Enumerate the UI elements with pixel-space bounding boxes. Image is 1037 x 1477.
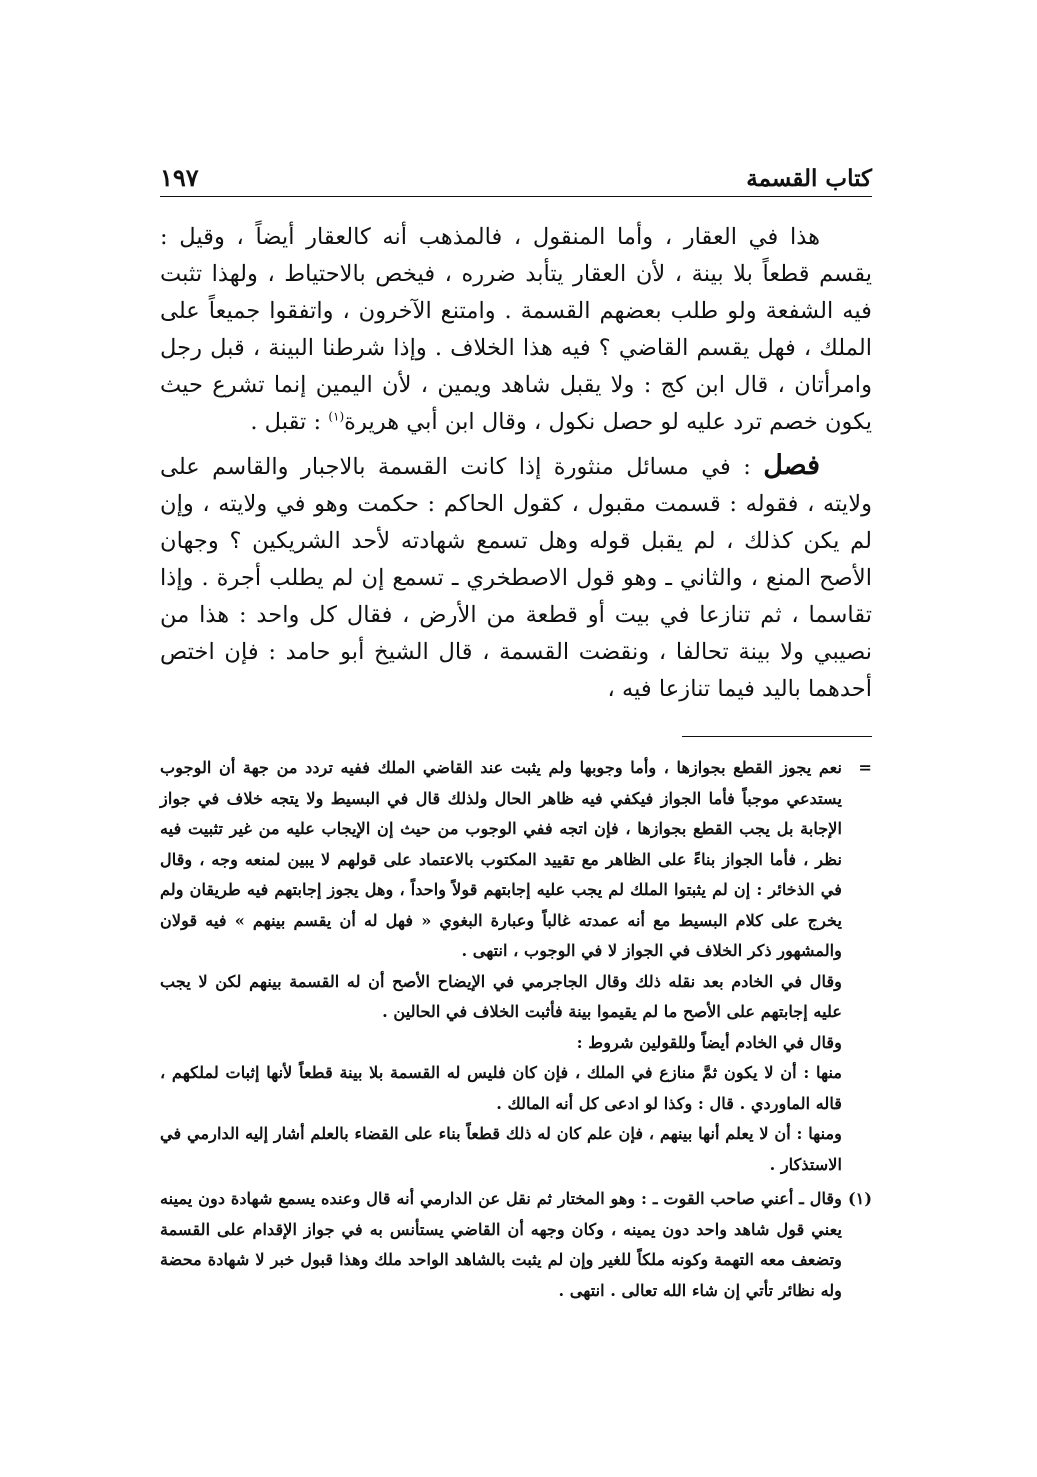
page-number: ١٩٧	[160, 163, 199, 192]
paragraph-1-end: : تقبل .	[250, 409, 329, 435]
continuation-body	[160, 753, 842, 1180]
footnote-1-body	[160, 1184, 842, 1306]
paragraph-2	[160, 447, 872, 708]
page-header	[160, 148, 872, 197]
footnote-divider	[682, 736, 872, 737]
section-heading-fasl: فصل	[763, 450, 820, 481]
continuation-paragraph-4: منها : أن لا يكون ثمَّ منازع في الملك ، فإن كان فليس له القسمة بلا بينة قطعاً لأنها إثبات لملكهم ، قاله الماوردي . قال : وكذا لو ادعى كل أنه المالك .	[160, 1063, 842, 1113]
continuation-marker: =	[858, 758, 872, 777]
footnote-1-marker: (١)	[847, 1189, 872, 1208]
continuation-paragraph-3: وقال في الخادم أيضاً وللقولين شروط :	[576, 1032, 842, 1052]
paragraph-1-text: هذا في العقار ، وأما المنقول ، فالمذهب أنه كالعقار أيضاً ، وقيل : يقسم قطعاً بلا بينة ، لأن العقار يتأبد ضرره ، فيخص بالاحتياط ، ولهذا تثبت فيه الشفعة ولو طلب بعضهم القسمة . وامتنع الآخرون ، واتفقوا جميعاً على الملك ، فهل يقسم القاضي ؟ فيه هذا الخلاف . وإذا شرطنا البينة ، قبل رجل وامرأتان ، قال ابن كج : ولا يقبل شاهد ويمين ، لأن اليمين إنما تشرع حيث يكون خصم ترد عليه لو حصل نكول ، وقال ابن أبي هريرة	[160, 224, 872, 435]
continuation-paragraph-2: وقال في الخادم بعد نقله ذلك وقال الجاجرمي في الإيضاح الأصح أن له القسمة بينهم لكن لا يجب عليه إجابتهم على الأصح ما لم يقيموا بينة فأثبت الخلاف في الحالين .	[160, 971, 842, 1021]
continuation-paragraph-1: نعم يجوز القطع بجوازها ، وأما وجوبها ولم يثبت عند القاضي الملك ففيه تردد من جهة أن الوجوب يستدعي موجباً فأما الجواز فيكفي فيه ظاهر الحال ولذلك قال في البسيط ولا يتجه خلاف في جواز الإجابة بل يجب القطع بجوازها ، فإن اتجه ففي الوجوب من حيث إن الإيجاب عليه من غير تثبيت فيه نظر ، فأما الجواز بناءً على الظاهر مع تقييد المكتوب بالاعتماد على قولهم لا يبين لمنعه وجه ، وقال في الذخائر : إن لم يثبتوا الملك لم يجب عليه إجابتهم قولاً واحداً ، وهل يجوز إجابتهم فيه طريقان ولم يخرج على كلام البسيط مع أنه عمدته غالباً وعبارة البغوي « فهل له أن يقسم بينهم » فيه قولان والمشهور ذكر الخلاف في الجواز لا في الوجوب ، انتهى .	[160, 758, 842, 960]
paragraph-2-text: : في مسائل منثورة إذا كانت القسمة بالاجبار والقاسم على ولايته ، فقوله : قسمت مقبول ، كقول الحاكم : حكمت وهو في ولايته ، وإن لم يكن كذلك ، لم يقبل قوله وهل تسمع شهادته لأحد الشريكين ؟ وجهان الأصح المنع ، والثاني ـ وهو قول الاصطخري ـ تسمع إن لم يطلب أجرة . وإذا تقاسما ، ثم تنازعا في بيت أو قطعة من الأرض ، فقال كل واحد : هذا من نصيبي ولا بينة تحالفا ، ونقضت القسمة ، قال الشيخ أبو حامد : فإن اختص أحدهما باليد فيما تنازعا فيه ،	[160, 454, 872, 702]
footnote-continuation	[160, 753, 872, 1180]
footnote-1-text: وقال ـ أعني صاحب القوت ـ : وهو المختار ثم نقل عن الدارمي أنه قال وعنده يسمع شهادة دون يمينه يعني قول شاهد واحد دون يمينه ، وكان وجهه أن القاضي يستأنس به في جواز الإقدام على القسمة وتضعف معه التهمة وكونه ملكاً للغير وإن لم يثبت بالشاهد الواحد ملك وهذا قبول خبر لا شهادة محضة وله نظائر تأتي إن شاء الله تعالى . انتهى .	[160, 1189, 842, 1300]
book-page	[160, 148, 872, 1448]
footnotes	[160, 753, 872, 1306]
running-title: كتاب القسمة	[746, 165, 872, 192]
paragraph-1	[160, 219, 872, 441]
footnote-reference-1: (١)	[328, 409, 345, 424]
continuation-paragraph-5: ومنها : أن لا يعلم أنها بينهم ، فإن علم كان له ذلك قطعاً بناء على القضاء بالعلم أشار إليه الدارمي في الاستذكار .	[160, 1124, 842, 1174]
footnote-1	[160, 1184, 872, 1306]
main-text	[160, 219, 872, 708]
